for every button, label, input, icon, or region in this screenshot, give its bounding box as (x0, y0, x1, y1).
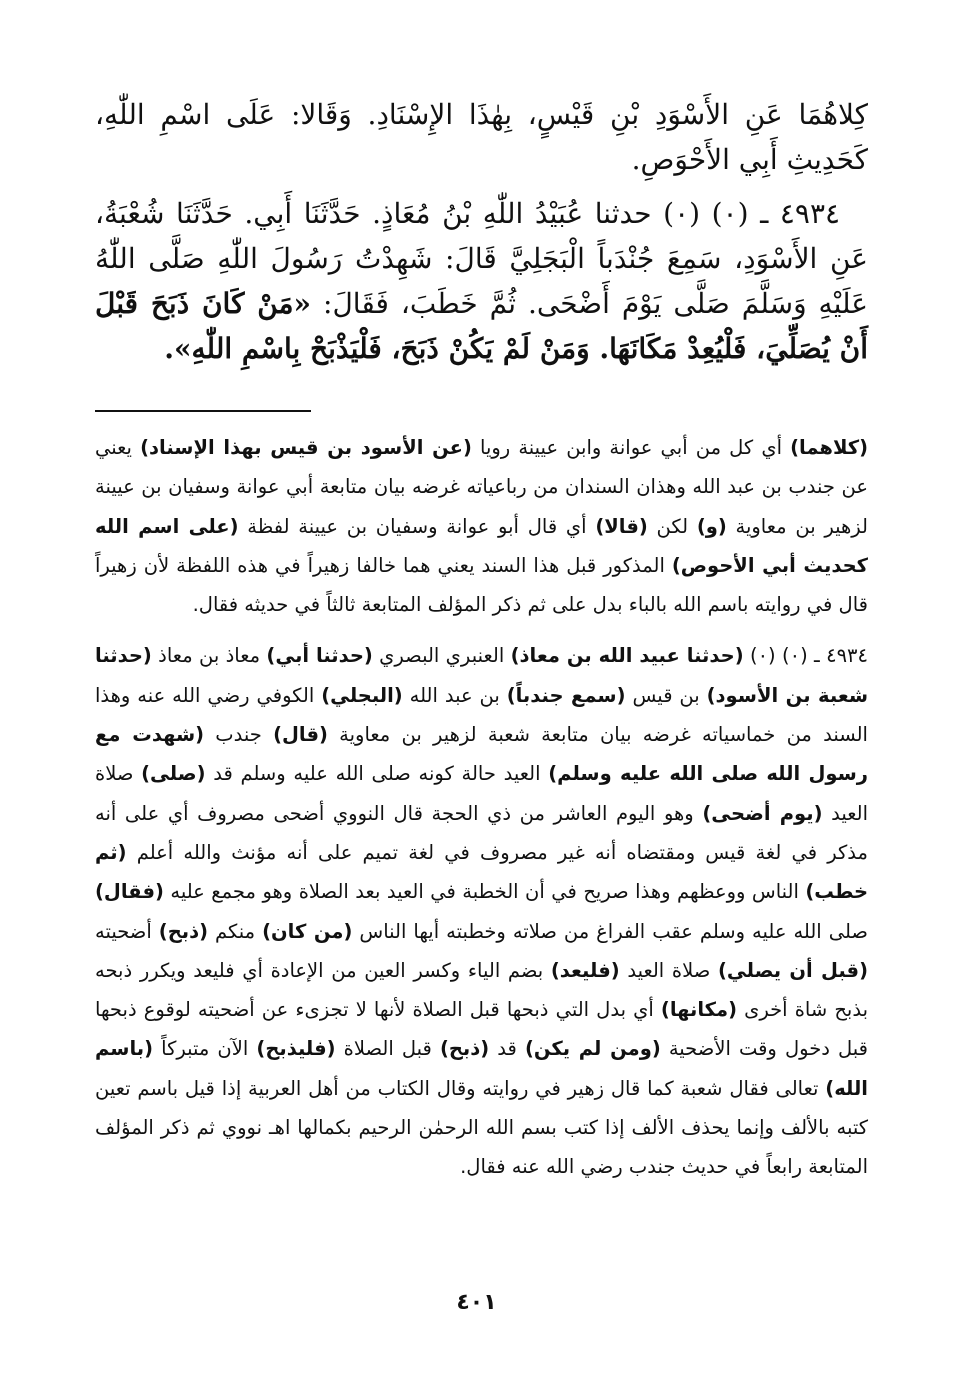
quoted-phrase: (شهدت مع رسول الله صلى الله عليه وسلم) (95, 723, 869, 786)
hadith-quote: «مَنْ كَانَ ذَبَحَ قَبْلَ أَنْ يُصَلِّيَ، فَلْيُعِدْ مَكَانَهَا. وَمَنْ لَمْ يَكُنْ ذَبَحَ، فَلْيَذْبَحْ بِاسْمِ اللّٰهِ». (95, 287, 868, 365)
quoted-phrase: (باسم الله) (95, 1037, 868, 1100)
commentary-text: صلى الله عليه وسلم عقب الفراغ من صلاته وخطبته أيها الناس (352, 919, 868, 943)
quoted-phrase: (البجلي) (321, 683, 403, 707)
commentary-text: لكن (647, 514, 697, 538)
quoted-phrase: (سمع جندباً) (506, 683, 626, 707)
hadith-paragraph (95, 191, 868, 371)
commentary-text: العيد حالة كونه صلى الله عليه وسلم قد (205, 762, 549, 786)
quoted-phrase: (كلاهما) (790, 436, 869, 459)
commentary-text: أي قال أبو عوانة وسفيان بن عيينة لفظة (238, 514, 596, 538)
quoted-phrase: (ومن لم يكن) (524, 1037, 661, 1061)
quoted-phrase: (ذبح) (439, 1037, 490, 1061)
commentary-text: وهو اليوم العاشر من ذي الحجة قال النووي أضحى مصروف أي على أنه مذكر في لغة قيس ومقتضاه أنه غير مصروف في لغة تميم على أنه مؤنث والله أعلم (95, 801, 868, 864)
quoted-phrase: (قبل أن يصلي) (717, 958, 868, 982)
commentary-text: قد (489, 1037, 525, 1061)
commentary-text: أي كل من أبي عوانة وابن عيينة رويا (471, 436, 791, 459)
commentary-section (95, 428, 868, 1187)
commentary-text: المذكور قبل هذا السند يعني هما خالفا زهيراً في هذه اللفظة لأن زهيراً قال في روايته باسم الله بالباء بدل على ثم ذكر المؤلف المتابعة ثالثاً في حديثه فقال. (95, 553, 868, 617)
commentary-text: الناس ووعظهم وهذا صريح في أن الخطبة في العيد بعد الصلاة وهو مجمع عليه (163, 880, 806, 904)
commentary-text: صلاة العيد (95, 762, 869, 825)
quoted-phrase: (فليعد) (550, 958, 620, 982)
quoted-phrase: (ذبح) (158, 919, 208, 943)
quoted-phrase: (حدثنا أبي) (266, 644, 373, 668)
commentary-text: بضم الياء وكسر العين من الإعادة أي فليعد ويكرر ذبحه بذبح شاة أخرى (95, 958, 869, 1022)
commentary-text: الآن متبركاً (153, 1037, 257, 1061)
quoted-phrase: (عن الأسود بن قيس بهذا الإسناد) (140, 436, 472, 459)
footnote-separator (95, 410, 311, 412)
quoted-phrase: (قال) (273, 723, 328, 747)
commentary-text: ٤٩٣٤ ـ (٠) (٠) (743, 644, 868, 668)
commentary-text: بن عبد الله (402, 683, 507, 707)
quoted-phrase: (فليذبح) (256, 1037, 336, 1061)
hadith-paragraph (95, 92, 868, 182)
page-number: ٤٠١ (456, 1290, 497, 1315)
commentary-text: الكوفي رضي الله عنه وهذا السند من خماسياته غرضه بيان متابعة شعبة لزهير بن معاوية (95, 683, 868, 747)
commentary-text: بن قيس (625, 683, 707, 707)
quoted-phrase: (صلى) (141, 762, 206, 786)
quoted-phrase: (قالا) (595, 514, 648, 538)
commentary-text: يعني عن جندب بن عبد الله وهذان السندان من رباعياته غرضه بيان متابعة أبي عوانة وسفيان بن عيينة لزهير بن معاوية (95, 436, 868, 538)
hadith-text: حدثنا عُبَيْدُ اللّٰهِ بْنُ مُعَاذٍ. حَدَّثَنَا أَبِي. حَدَّثَنَا شُعْبَةُ، عَنِ الأَسْوَدِ، سَمِعَ جُنْدَباً الْبَجَلِيَّ قَالَ: شَهِدْتُ رَسُولَ اللّٰهِ صَلَّى اللّٰهُ عَلَيْهِ وَسَلَّمَ صَلَّى يَوْمَ أَضْحَى. ثُمَّ خَطَبَ، فَقَالَ: (95, 197, 868, 320)
commentary-text: صلاة العيد (619, 958, 718, 982)
commentary-paragraph (95, 428, 868, 624)
commentary-text: قبل الصلاة (335, 1037, 440, 1061)
quoted-phrase: (حدثنا عبيد الله بن معاذ) (510, 644, 744, 668)
hadith-text: كِلاهُمَا عَنِ الأَسْوَدِ بْنِ قَيْسٍ، بِهٰذَا الإِسْنَادِ. وَقَالا: عَلَى اسْمِ اللّٰهِ، كَحَدِيثِ أَبِي الأَحْوَصِ. (95, 98, 868, 176)
commentary-text: جندب (204, 723, 274, 747)
quoted-phrase: (مكانها) (660, 998, 737, 1022)
commentary-text: تعالى فقال شعبة كما قال زهير في روايته وقال الكتاب من أهل العربية إذا قيل باسم تعين كتبه بالألف وإنما يحذف الألف إذا كتب بسم الله الرحمٰن الرحيم بكمالها اهـ نووي ثم ذكر المؤلف المتابعة رابعاً في حديث جندب رضي الله عنه فقال. (95, 1076, 868, 1179)
commentary-text: معاذ بن معاذ (151, 644, 267, 668)
commentary-text: أضحيته (95, 919, 159, 943)
quoted-phrase: (على اسم الله كحديث أبي الأحوص) (95, 514, 869, 577)
quoted-phrase: (من كان) (262, 919, 353, 943)
quoted-phrase: (حدثنا شعبة بن الأسود) (95, 644, 869, 707)
hadith-number: ٤٩٣٤ ـ (٠) (٠) (663, 197, 841, 230)
commentary-text: أي بدل التي ذبحها قبل الصلاة لأنها لا تجزىء عن أضحيته لوقوع ذبحها قبل دخول وقت الأضحية (95, 998, 869, 1061)
quoted-phrase: (يوم أضحى) (702, 801, 823, 825)
commentary-text: منكم (208, 919, 263, 943)
commentary-paragraph (95, 636, 868, 1186)
commentary-text: العنبري البصري (372, 644, 511, 668)
quoted-phrase: (فقال) (95, 880, 164, 904)
quoted-phrase: (ثم خطب) (95, 840, 868, 904)
quoted-phrase: (و) (696, 514, 727, 538)
hadith-text-section (95, 92, 868, 371)
